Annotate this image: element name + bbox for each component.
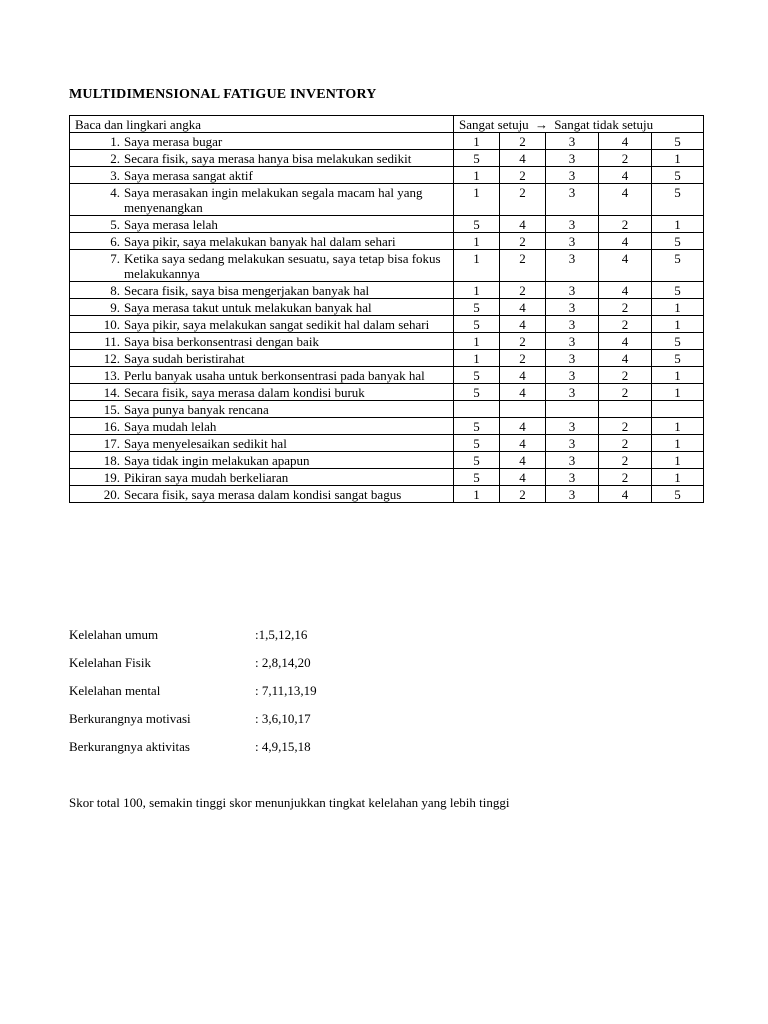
score-option-5[interactable]: 1 bbox=[652, 299, 704, 316]
scoring-key-row bbox=[69, 655, 317, 683]
footnote: Skor total 100, semakin tinggi skor menunjukkan tingkat kelelahan yang lebih tinggi bbox=[69, 795, 510, 810]
question-cell bbox=[70, 418, 454, 435]
question-text: Saya merasakan ingin melakukan segala macam hal yang menyenangkan bbox=[124, 185, 423, 215]
table-header-row bbox=[70, 116, 704, 133]
score-option-4[interactable]: 2 bbox=[599, 216, 652, 233]
table-row bbox=[70, 233, 704, 250]
score-option-3[interactable]: 3 bbox=[546, 184, 599, 216]
question-text: Secara fisik, saya merasa hanya bisa melakukan sedikit bbox=[124, 151, 412, 166]
score-option-3[interactable]: 3 bbox=[546, 469, 599, 486]
question-cell bbox=[70, 316, 454, 333]
question-text: Saya menyelesaikan sedikit hal bbox=[124, 436, 287, 451]
score-option-4[interactable]: 4 bbox=[599, 133, 652, 150]
score-option-4[interactable] bbox=[599, 401, 652, 418]
score-option-4[interactable]: 2 bbox=[599, 384, 652, 401]
scoring-key-items: : 2,8,14,20 bbox=[255, 655, 311, 670]
question-number: 19. bbox=[103, 470, 120, 485]
score-option-5[interactable]: 5 bbox=[652, 350, 704, 367]
table-row bbox=[70, 184, 704, 216]
question-number: 14. bbox=[103, 385, 120, 400]
score-option-5[interactable]: 1 bbox=[652, 452, 704, 469]
score-option-5[interactable]: 5 bbox=[652, 486, 704, 503]
question-cell bbox=[70, 384, 454, 401]
score-option-1[interactable]: 5 bbox=[454, 452, 500, 469]
scoring-key-label: Kelelahan Fisik bbox=[69, 655, 151, 670]
score-option-2[interactable]: 2 bbox=[500, 184, 546, 216]
score-option-1[interactable]: 1 bbox=[454, 233, 500, 250]
scoring-key-row bbox=[69, 627, 317, 655]
score-option-1[interactable]: 1 bbox=[454, 167, 500, 184]
score-option-1[interactable]: 1 bbox=[454, 350, 500, 367]
score-option-2[interactable]: 4 bbox=[500, 216, 546, 233]
scoring-key-items: : 4,9,15,18 bbox=[255, 739, 311, 754]
question-cell bbox=[70, 299, 454, 316]
score-option-5[interactable] bbox=[652, 401, 704, 418]
score-option-5[interactable]: 5 bbox=[652, 133, 704, 150]
score-option-1[interactable]: 5 bbox=[454, 150, 500, 167]
score-option-5[interactable]: 5 bbox=[652, 282, 704, 299]
question-text: Ketika saya sedang melakukan sesuatu, saya tetap bisa fokus melakukannya bbox=[124, 251, 441, 281]
scoring-key-label: Berkurangnya motivasi bbox=[69, 711, 191, 726]
question-text: Perlu banyak usaha untuk berkonsentrasi pada banyak hal bbox=[124, 368, 425, 383]
score-option-3[interactable]: 3 bbox=[546, 316, 599, 333]
question-cell bbox=[70, 452, 454, 469]
question-text: Saya merasa bugar bbox=[124, 134, 223, 149]
table-row bbox=[70, 282, 704, 299]
fatigue-inventory-table bbox=[69, 115, 704, 503]
table-row bbox=[70, 167, 704, 184]
table-row bbox=[70, 452, 704, 469]
scoring-key-row bbox=[69, 711, 317, 739]
question-text: Secara fisik, saya bisa mengerjakan banyak hal bbox=[124, 283, 370, 298]
question-cell bbox=[70, 367, 454, 384]
score-option-4[interactable]: 2 bbox=[599, 435, 652, 452]
score-option-1[interactable]: 5 bbox=[454, 435, 500, 452]
score-option-2[interactable]: 2 bbox=[500, 233, 546, 250]
score-option-4[interactable]: 2 bbox=[599, 418, 652, 435]
score-option-1[interactable]: 1 bbox=[454, 250, 500, 282]
question-cell bbox=[70, 333, 454, 350]
score-option-5[interactable]: 1 bbox=[652, 435, 704, 452]
question-text: Secara fisik, saya merasa dalam kondisi buruk bbox=[124, 385, 365, 400]
question-text: Saya sudah beristirahat bbox=[124, 351, 245, 366]
score-option-3[interactable]: 3 bbox=[546, 150, 599, 167]
table-row bbox=[70, 316, 704, 333]
score-option-1[interactable]: 1 bbox=[454, 282, 500, 299]
score-option-2[interactable]: 2 bbox=[500, 486, 546, 503]
question-number: 1. bbox=[110, 134, 120, 149]
question-text: Saya bisa berkonsentrasi dengan baik bbox=[124, 334, 319, 349]
question-text: Saya merasa lelah bbox=[124, 217, 218, 232]
table-row bbox=[70, 401, 704, 418]
score-option-5[interactable]: 5 bbox=[652, 184, 704, 216]
score-option-1[interactable]: 5 bbox=[454, 367, 500, 384]
table-row bbox=[70, 299, 704, 316]
score-option-4[interactable]: 2 bbox=[599, 469, 652, 486]
score-option-2[interactable]: 2 bbox=[500, 167, 546, 184]
score-option-4[interactable]: 2 bbox=[599, 367, 652, 384]
table-row bbox=[70, 150, 704, 167]
question-text: Saya pikir, saya melakukan banyak hal dalam sehari bbox=[124, 234, 396, 249]
score-option-4[interactable]: 4 bbox=[599, 350, 652, 367]
score-option-5[interactable]: 5 bbox=[652, 250, 704, 282]
scale-right-label: Sangat tidak setuju bbox=[554, 117, 654, 132]
score-option-3[interactable] bbox=[546, 401, 599, 418]
table-row bbox=[70, 469, 704, 486]
score-option-3[interactable]: 3 bbox=[546, 216, 599, 233]
question-number: 15. bbox=[103, 402, 120, 417]
score-option-2[interactable]: 2 bbox=[500, 350, 546, 367]
score-option-2[interactable]: 4 bbox=[500, 418, 546, 435]
score-option-5[interactable]: 1 bbox=[652, 150, 704, 167]
score-option-4[interactable]: 4 bbox=[599, 184, 652, 216]
question-number: 9. bbox=[110, 300, 120, 315]
question-text: Saya punya banyak rencana bbox=[124, 402, 269, 417]
score-option-3[interactable]: 3 bbox=[546, 418, 599, 435]
question-number: 11. bbox=[104, 334, 120, 349]
score-option-3[interactable]: 3 bbox=[546, 486, 599, 503]
instruction-header: Baca dan lingkari angka bbox=[70, 116, 454, 133]
question-cell bbox=[70, 216, 454, 233]
score-option-1[interactable]: 5 bbox=[454, 384, 500, 401]
score-option-3[interactable]: 3 bbox=[546, 435, 599, 452]
scoring-key-label: Kelelahan umum bbox=[69, 627, 159, 642]
scoring-key-label: Berkurangnya aktivitas bbox=[69, 739, 190, 754]
scoring-key-items: : 3,6,10,17 bbox=[255, 711, 311, 726]
table-row bbox=[70, 367, 704, 384]
question-number: 2. bbox=[110, 151, 120, 166]
score-option-3[interactable]: 3 bbox=[546, 250, 599, 282]
table-row bbox=[70, 486, 704, 503]
score-option-1[interactable]: 1 bbox=[454, 133, 500, 150]
question-cell bbox=[70, 184, 454, 216]
question-cell bbox=[70, 282, 454, 299]
question-number: 12. bbox=[103, 351, 120, 366]
question-cell bbox=[70, 250, 454, 282]
question-number: 16. bbox=[103, 419, 120, 434]
score-option-5[interactable]: 5 bbox=[652, 167, 704, 184]
question-text: Pikiran saya mudah berkeliaran bbox=[124, 470, 289, 485]
question-cell bbox=[70, 435, 454, 452]
table-row bbox=[70, 333, 704, 350]
scoring-key-row bbox=[69, 739, 317, 767]
question-number: 20. bbox=[103, 487, 120, 502]
score-option-1[interactable]: 5 bbox=[454, 469, 500, 486]
score-option-4[interactable]: 4 bbox=[599, 486, 652, 503]
score-option-5[interactable]: 1 bbox=[652, 367, 704, 384]
score-option-5[interactable]: 5 bbox=[652, 233, 704, 250]
score-option-2[interactable]: 4 bbox=[500, 469, 546, 486]
score-option-5[interactable]: 1 bbox=[652, 384, 704, 401]
score-option-4[interactable]: 4 bbox=[599, 333, 652, 350]
scoring-key-items: : 7,11,13,19 bbox=[255, 683, 317, 698]
score-option-2[interactable]: 4 bbox=[500, 150, 546, 167]
score-option-5[interactable]: 1 bbox=[652, 316, 704, 333]
score-option-3[interactable]: 3 bbox=[546, 384, 599, 401]
score-option-5[interactable]: 1 bbox=[652, 469, 704, 486]
score-option-3[interactable]: 3 bbox=[546, 282, 599, 299]
score-option-1[interactable]: 5 bbox=[454, 216, 500, 233]
score-option-4[interactable]: 2 bbox=[599, 316, 652, 333]
table-row bbox=[70, 435, 704, 452]
table-row bbox=[70, 418, 704, 435]
score-option-1[interactable] bbox=[454, 401, 500, 418]
table-row bbox=[70, 133, 704, 150]
question-number: 6. bbox=[110, 234, 120, 249]
question-number: 4. bbox=[110, 185, 120, 200]
table-row bbox=[70, 250, 704, 282]
page-title: MULTIDIMENSIONAL FATIGUE INVENTORY bbox=[69, 87, 377, 102]
question-cell bbox=[70, 133, 454, 150]
question-text: Saya mudah lelah bbox=[124, 419, 217, 434]
score-option-1[interactable]: 1 bbox=[454, 184, 500, 216]
question-text: Saya merasa sangat aktif bbox=[124, 168, 253, 183]
question-number: 3. bbox=[110, 168, 120, 183]
table-row bbox=[70, 350, 704, 367]
question-number: 7. bbox=[110, 251, 120, 266]
score-option-2[interactable]: 4 bbox=[500, 367, 546, 384]
score-option-2[interactable]: 2 bbox=[500, 250, 546, 282]
score-option-3[interactable]: 3 bbox=[546, 299, 599, 316]
score-option-2[interactable]: 4 bbox=[500, 435, 546, 452]
question-text: Saya tidak ingin melakukan apapun bbox=[124, 453, 310, 468]
question-text: Saya merasa takut untuk melakukan banyak hal bbox=[124, 300, 372, 315]
table-row bbox=[70, 384, 704, 401]
question-cell bbox=[70, 167, 454, 184]
score-option-2[interactable] bbox=[500, 401, 546, 418]
score-option-2[interactable]: 2 bbox=[500, 333, 546, 350]
score-option-5[interactable]: 1 bbox=[652, 216, 704, 233]
question-cell bbox=[70, 350, 454, 367]
score-option-4[interactable]: 4 bbox=[599, 282, 652, 299]
scoring-key-label: Kelelahan mental bbox=[69, 683, 161, 698]
score-option-3[interactable]: 3 bbox=[546, 333, 599, 350]
score-option-1[interactable]: 1 bbox=[454, 333, 500, 350]
question-number: 8. bbox=[110, 283, 120, 298]
question-number: 5. bbox=[110, 217, 120, 232]
score-option-2[interactable]: 4 bbox=[500, 316, 546, 333]
scoring-keys bbox=[69, 627, 317, 767]
score-option-1[interactable]: 5 bbox=[454, 316, 500, 333]
score-option-3[interactable]: 3 bbox=[546, 167, 599, 184]
scale-header bbox=[454, 116, 704, 133]
question-number: 13. bbox=[103, 368, 120, 383]
question-text: Secara fisik, saya merasa dalam kondisi sangat bagus bbox=[124, 487, 402, 502]
scale-left-label: Sangat setuju bbox=[459, 117, 529, 132]
score-option-3[interactable]: 3 bbox=[546, 452, 599, 469]
score-option-4[interactable]: 2 bbox=[599, 150, 652, 167]
question-number: 18. bbox=[103, 453, 120, 468]
score-option-4[interactable]: 4 bbox=[599, 233, 652, 250]
question-cell bbox=[70, 401, 454, 418]
score-option-5[interactable]: 1 bbox=[652, 418, 704, 435]
score-option-4[interactable]: 4 bbox=[599, 250, 652, 282]
question-number: 17. bbox=[103, 436, 120, 451]
score-option-3[interactable]: 3 bbox=[546, 367, 599, 384]
score-option-2[interactable]: 2 bbox=[500, 282, 546, 299]
table-row bbox=[70, 216, 704, 233]
question-number: 10. bbox=[103, 317, 120, 332]
question-cell bbox=[70, 150, 454, 167]
score-option-1[interactable]: 5 bbox=[454, 299, 500, 316]
score-option-1[interactable]: 1 bbox=[454, 486, 500, 503]
question-cell bbox=[70, 233, 454, 250]
score-option-2[interactable]: 2 bbox=[500, 133, 546, 150]
scoring-key-row bbox=[69, 683, 317, 711]
score-option-3[interactable]: 3 bbox=[546, 350, 599, 367]
question-cell bbox=[70, 469, 454, 486]
scoring-key-items: :1,5,12,16 bbox=[255, 627, 308, 642]
score-option-2[interactable]: 4 bbox=[500, 299, 546, 316]
question-text: Saya pikir, saya melakukan sangat sedikit hal dalam sehari bbox=[124, 317, 430, 332]
arrow-right-icon: → bbox=[534, 117, 548, 132]
score-option-4[interactable]: 4 bbox=[599, 167, 652, 184]
score-option-1[interactable]: 5 bbox=[454, 418, 500, 435]
score-option-4[interactable]: 2 bbox=[599, 299, 652, 316]
question-cell bbox=[70, 486, 454, 503]
score-option-3[interactable]: 3 bbox=[546, 233, 599, 250]
score-option-2[interactable]: 4 bbox=[500, 452, 546, 469]
score-option-2[interactable]: 4 bbox=[500, 384, 546, 401]
score-option-5[interactable]: 5 bbox=[652, 333, 704, 350]
score-option-3[interactable]: 3 bbox=[546, 133, 599, 150]
score-option-4[interactable]: 2 bbox=[599, 452, 652, 469]
